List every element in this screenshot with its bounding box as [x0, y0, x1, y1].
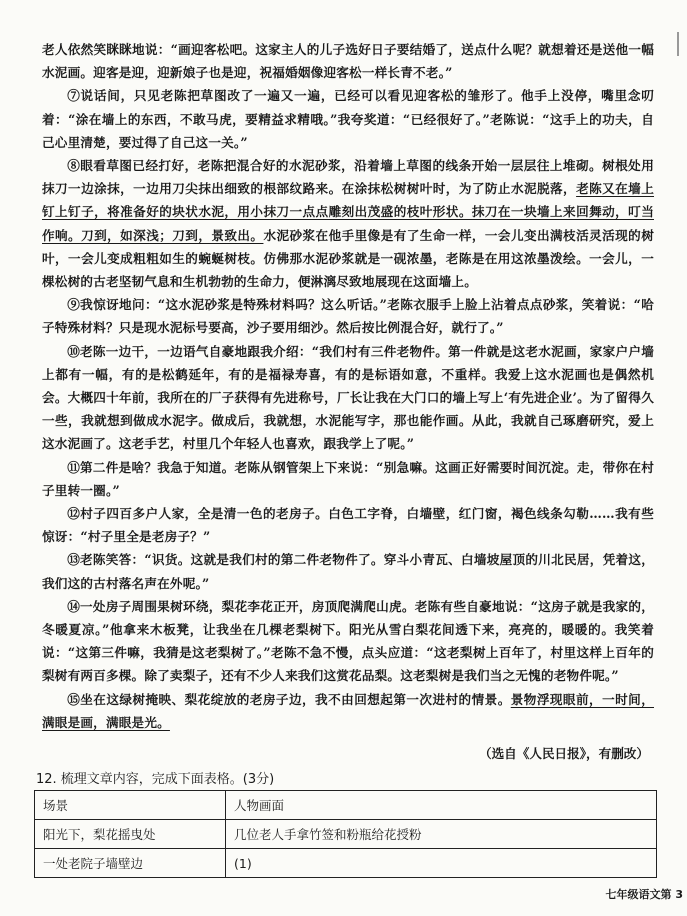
page-footer: 七年级语文第 3	[605, 888, 683, 901]
source-citation: （选自《人民日报》，有删改）	[478, 746, 649, 761]
underlined-sentence: 老陈又在墙上钉上钉子，将准备好的块状水泥，用小抹刀一点点雕刻出茂盛的枝叶形状。抹刀在一块墙上来回舞动，叮当作响。刀到，如深浅；刀到，景致出。	[42, 181, 655, 243]
answer-blank-1[interactable]: (1)	[226, 849, 657, 878]
paragraph-text: ⑧眼看草图已经打好，老陈把混合好的水泥砂浆，沿着墙上草图的线条开始一层层往上堆砌。树根处用抹刀一边涂抹，一边用刀尖抹出细致的根部纹路来。在涂抹松树树叶时，为了防止水泥脱落，	[42, 158, 654, 197]
paragraph-text: ⑦说话间，只见老陈把草图改了一遍又一遍，已经可以看见迎客松的雏形了。他手上没停，嘴里念叨着：“涂在墙上的东西，不敢马虎，要精益求精哦。”我夸奖道：“已经很好了。”老陈说：“这手上的功夫，自己心里清楚，要过得了自己这一关。”	[42, 88, 654, 150]
paragraph-text: ⑩老陈一边干，一边语气自豪地跟我介绍：“我们村有三件老物件。第一件就是这老水泥画，家家户户墙上都有一幅，有的是松鹤延年，有的是福禄寿喜，有的是标语如意，不重样。我爱上这水泥画也是偶然机会。大概四十年前，我所在的厂子获得有先进称号，厂长让我在大门口的墙上写上‘有先进企业’。为了留得久一些，我就想到做成水泥字。做成后，我就想，水泥能写字，那也能作画。从此，我就自己琢磨研究，爱上这水泥画了。这老手艺，村里几个年轻人也喜欢，跟我学上了呢。”	[42, 343, 654, 452]
paragraph	[42, 688, 654, 734]
underlined-sentence: 景物浮现眼前，一时间，满眼是画，满眼是光。	[42, 691, 654, 730]
table-header-row	[35, 791, 657, 820]
table-cell-scene: 阳光下，梨花摇曳处	[35, 820, 226, 849]
paragraph	[42, 456, 654, 502]
table-cell-portrait: 几位老人手拿竹签和粉瓶给花授粉	[226, 820, 657, 849]
question-12: 12. 梳理文章内容，完成下面表格。(3分)	[36, 772, 275, 787]
paragraph-text: ⑨我惊讶地问：“这水泥砂浆是特殊材料吗？这么听话。”老陈衣服手上脸上沾着点点砂浆，笑着说：“哈子特殊材料？只是现水泥标号要高，沙子要用细沙。然后按比例混合好，就行了。”	[42, 297, 654, 336]
table-header-scene: 场景	[35, 791, 226, 820]
paragraph	[42, 595, 654, 688]
paragraph-text: ⑫村子四百多户人家，全是清一色的老房子。白色工字脊，白墙壁，红门窗，褐色线条勾勒……我有些惊讶：“村子里全是老房子？”	[42, 506, 654, 545]
paragraph	[42, 340, 654, 456]
summary-table	[34, 790, 657, 878]
paragraph	[42, 38, 654, 84]
paragraph-text: ⑮坐在这绿树掩映、梨花绽放的老房子边，我不由回想起第一次进村的情景。	[67, 691, 511, 707]
table-cell-scene: 一处老院子墙壁边	[35, 849, 226, 878]
table-row	[35, 849, 657, 878]
paragraph	[42, 154, 654, 293]
paragraph	[42, 293, 654, 339]
paragraph-text: ⑪第二件是啥？我急于知道。老陈从钢管架上下来说：“别急嘛。这画正好需要时间沉淀。走，带你在村子里转一圈。”	[42, 459, 654, 498]
paragraph-text: ⑭一处房子周围果树环绕，梨花李花正开，房顶爬满爬山虎。老陈有些自豪地说：“这房子就是我家的，冬暖夏凉。”他拿来木板凳，让我坐在几棵老梨树下。阳光从雪白梨花间透下来，亮亮的，暖暖的。我笑着说：“这第三件嘛，我猜是这老梨树了。”老陈不急不慢，点头应道：“这老梨树上百年了，村里这样上百年的梨树有两百多棵。除了卖梨子，还有不少人来我们这赏花品梨。这老梨树是我们当之无愧的老物件呢。”	[42, 598, 654, 684]
paragraph-text: ⑬老陈笑答：“识货。这就是我们村的第二件老物件了。穿斗小青瓦、白墙坡屋顶的川北民居，凭着这，我们这的古村落名声在外呢。”	[42, 552, 654, 591]
page-edge-mark	[677, 32, 679, 56]
paragraph	[42, 502, 654, 548]
table-header-portrait: 人物画面	[226, 791, 657, 820]
paragraph-text: 水泥砂浆在他手里像是有了生命一样，一会儿变出满枝活灵活现的树叶，一会儿变成粗粗如生的蜿蜒树枝。仿佛那水泥砂浆就是一砚浓墨，老陈是在用这浓墨泼绘。一会儿，一棵松树的古老坚韧气息和生机勃勃的生命力，便淋漓尽致地展现在这面墙上。	[42, 227, 655, 290]
paragraph-text: 老人依然笑眯眯地说：“画迎客松吧。这家主人的儿子选好日子要结婚了，送点什么呢？就想着还是送他一幅水泥画。迎客是迎，迎新娘子也是迎，祝福婚姻像迎客松一样长青不老。”	[42, 42, 654, 81]
reading-passage	[42, 38, 654, 734]
paragraph	[42, 84, 654, 154]
table-row	[35, 820, 657, 849]
paragraph	[42, 548, 654, 594]
